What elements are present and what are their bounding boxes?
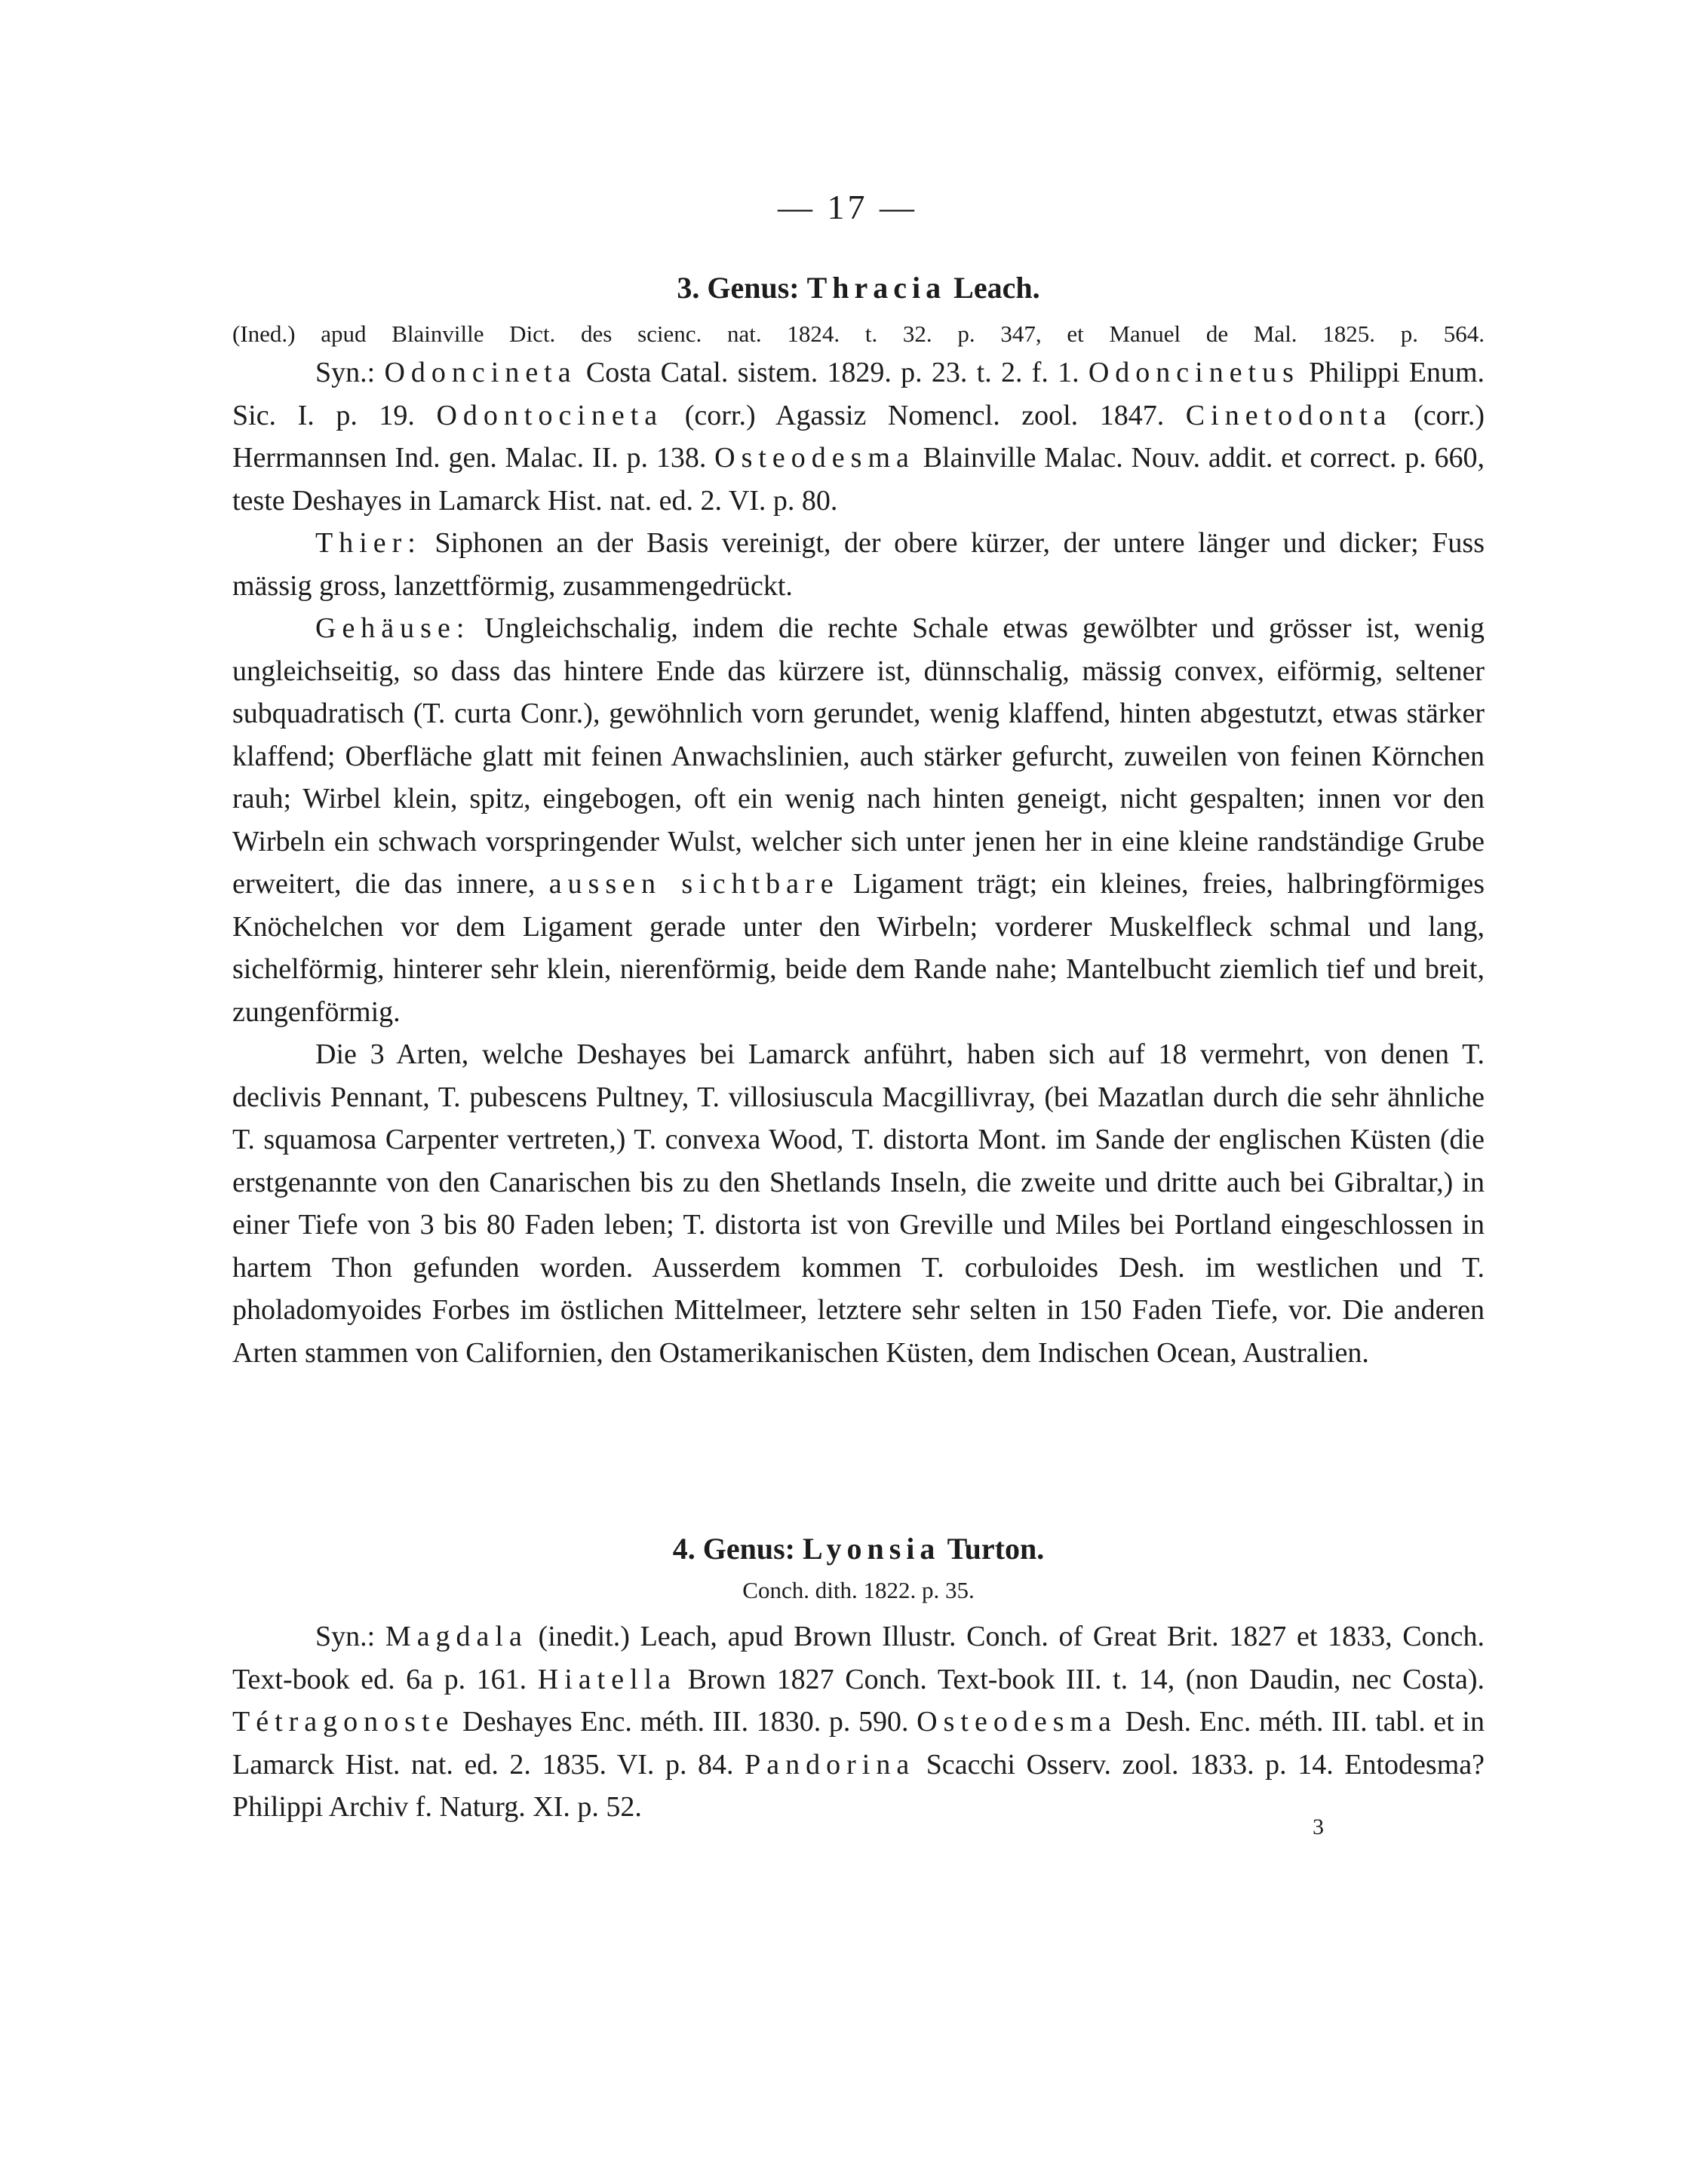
- synonym-ref: Philippi Enum. Sic. I. p. 19.: [232, 357, 1485, 431]
- gehaeuse-text: Ungleichschalig, indem die rechte Schale etwas gewölbter und grösser ist, wenig ungleichseitig, so dass das hintere Ende das kürzere ist, dünnschalig, mässig convex, eiförmig, seltener subquadratisch (T. curta Conr.), gewöhnlich vorn gerundet, wenig klaffend, hinten abgestutzt, etwas stärker klaffend; Oberfläche glatt mit feinen Anwachslinien, auch stärker gefurcht, zuweilen von feinen Körnchen rauh; Wirbel klein, spitz, eingebogen, oft ein wenig nach hinten geneigt, nicht gespalten; innen vor den Wirbeln ein schwach vorspringender Wulst, welcher sich unter jenen her in eine kleine randständige Grube erweitert, die das innere,: [232, 612, 1485, 900]
- synonym-ref: (inedit.) Leach, apud Brown Illustr. Conch. of Great Brit. 1827 et 1833, Conch. Text-book ed. 6a p. 161.: [232, 1621, 1485, 1695]
- genus-4-synonyms: [232, 1615, 1485, 1829]
- arten-paragraph: Die 3 Arten, welche Deshayes bei Lamarck anführt, haben sich auf 18 vermehrt, von denen T. declivis Pennant, T. pubescens Pultney, T. villosiuscula Macgillivray, (bei Mazatlan durch die sehr ähnliche T. squamosa Carpenter vertreten,) T. convexa Wood, T. distorta Mont. im Sande der englischen Küsten (die erstgenannte von den Canarischen bis zu den Shetlands Inseln, die zweite und dritte auch bei Gibraltar,) in einer Tiefe von 3 bis 80 Faden leben; T. distorta ist von Greville und Miles bei Portland eingeschlossen in hartem Thon gefunden worden. Ausserdem kommen T. corbuloides Desh. im westlichen und T. pholadomyoides Forbes im östlichen Mittelmeer, letztere sehr selten in 150 Faden Tiefe, vor. Die anderen Arten stammen von Californien, den Ostamerikanischen Küsten, dem Indischen Ocean, Australien.: [232, 1038, 1485, 1369]
- thier-paragraph: [232, 522, 1485, 607]
- synonym-name: Tétragonoste: [232, 1706, 455, 1738]
- gehaeuse-label: Gehäuse:: [315, 612, 471, 644]
- synonym-ref: Scacchi Osserv. zool. 1833. p. 14. Entodesma? Philippi Archiv f. Naturg. XI. p. 52.: [232, 1748, 1485, 1823]
- genus-4-authority: Conch. dith. 1822. p. 35.: [742, 1577, 975, 1603]
- genus-4-heading-name: Lyonsia: [802, 1532, 941, 1566]
- page-number: — 17 —: [778, 188, 917, 226]
- synonym-ref: Deshayes Enc. méth. III. 1830. p. 590.: [454, 1706, 917, 1738]
- genus-3-authority: (Ined.) apud Blainville Dict. des scienc. nat. 1824. t. 32. p. 347, et Manuel de Mal. 1825. p. 564.: [232, 321, 1485, 347]
- genus-4-body: [232, 1615, 1485, 1829]
- synonym-ref: (corr.) Agassiz Nomencl. zool. 1847.: [663, 399, 1186, 431]
- gehaeuse-text-cont: Ligament trägt; ein kleines, freies, halbringförmiges Knöchelchen vor dem Ligament gerade unter den Wirbeln; vorderer Muskelfleck schmal und lang, sichelförmig, hinterer sehr klein, nierenförmig, beide dem Rande nahe; Mantelbucht ziemlich tief und breit, zungenförmig.: [232, 868, 1485, 1028]
- syn-label: Syn.:: [315, 357, 376, 388]
- synonym-name: Magdala: [385, 1621, 528, 1652]
- synonym-name: Odoncinetus: [1088, 357, 1300, 388]
- genus-4-section: [232, 1531, 1485, 1604]
- synonym-name: Osteodesma: [714, 442, 915, 474]
- thier-text: Siphonen an der Basis vereinigt, der obere kürzer, der untere länger und dicker; Fuss mässig gross, lanzettförmig, zusammengedrückt.: [232, 527, 1485, 602]
- synonym-name: Odontocineta: [436, 399, 664, 431]
- genus-3-body: [232, 351, 1485, 1374]
- genus-4-heading: [232, 1531, 1485, 1566]
- synonym-name: Osteodesma: [917, 1706, 1117, 1738]
- genus-3-heading-prefix: 3. Genus:: [677, 271, 800, 305]
- synonym-ref: Brown 1827 Conch. Text-book III. t. 14, (non Daudin, nec Costa).: [677, 1663, 1485, 1695]
- genus-4-heading-prefix: 4. Genus:: [672, 1532, 795, 1566]
- synonym-name: Cinetodonta: [1185, 399, 1393, 431]
- synonym-ref: Blainville Malac. Nouv. addit. et correct. p. 660, teste Deshayes in Lamarck Hist. nat. ed. 2. VI. p. 80.: [232, 442, 1485, 517]
- genus-3-synonyms: [232, 351, 1485, 522]
- synonym-ref: Costa Catal. sistem. 1829. p. 23. t. 2. f. 1.: [576, 357, 1089, 388]
- thier-label: Thier:: [315, 527, 422, 559]
- genus-3-section: [232, 270, 1485, 351]
- genus-4-heading-author: Turton.: [947, 1532, 1045, 1566]
- genus-3-heading-author: Leach.: [953, 271, 1040, 305]
- gehaeuse-paragraph: [232, 607, 1485, 1033]
- syn-label: Syn.:: [315, 1621, 376, 1652]
- synonym-name: Pandorina: [745, 1748, 916, 1781]
- genus-3-heading-name: Thracia: [806, 271, 947, 305]
- synonym-name: Odoncineta: [384, 357, 577, 388]
- gehaeuse-spaced-text: aussen sichtbare: [548, 868, 840, 900]
- signature-mark: 3: [1313, 1814, 1324, 1839]
- synonym-name: Hiatella: [537, 1663, 677, 1695]
- synonym-ref: (corr.) Herrmannsen Ind. gen. Malac. II. p. 138.: [232, 399, 1485, 474]
- synonym-ref: Desh. Enc. méth. III. tabl. et in Lamarck Hist. nat. ed. 2. 1835. VI. p. 84.: [232, 1706, 1485, 1781]
- genus-3-heading: [232, 270, 1485, 305]
